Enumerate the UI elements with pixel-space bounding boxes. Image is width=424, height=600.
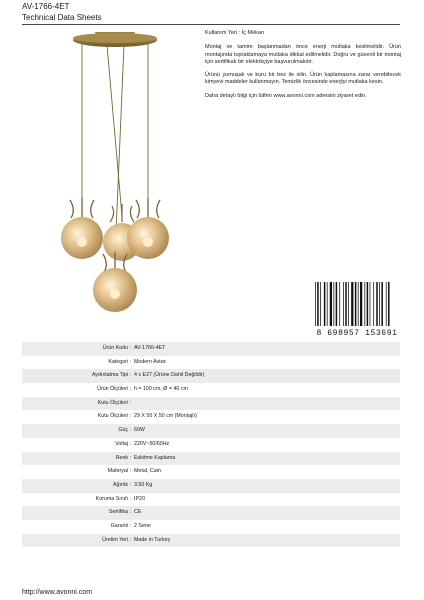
spec-row: [22, 452, 400, 466]
spec-value: Metal, Cam: [134, 468, 162, 475]
spec-value: Modern Avize: [134, 358, 166, 365]
barcode-bar: [336, 282, 338, 326]
lamp-globe-right: [127, 198, 169, 259]
spec-row: [22, 493, 400, 507]
spec-row: [22, 424, 400, 438]
barcode-bar: [386, 282, 387, 326]
barcode-bar: [367, 282, 369, 326]
spec-label: Aydınlatma Tipi :: [91, 372, 131, 379]
spec-label: Sertifika :: [108, 509, 131, 516]
barcode-digits: 8 698957 153691: [316, 329, 398, 337]
barcode-bar: [373, 282, 374, 326]
barcode-bar: [370, 282, 371, 326]
lamp-globe-left: [61, 198, 103, 259]
barcode-bar: [379, 282, 380, 326]
spec-value: 4 x E27 (Ürüne Dahil Değildir): [134, 372, 205, 379]
spec-label: Ürün Kodu :: [102, 345, 131, 351]
barcode-bar: [376, 282, 378, 326]
barcode-bar: [351, 282, 353, 326]
spec-value: [132, 397, 134, 411]
barcode-bar: [327, 282, 328, 326]
header-divider: [22, 24, 400, 25]
spec-value: AV-1766-4ET: [134, 345, 166, 351]
barcode-bar: [345, 282, 347, 326]
spec-row: [22, 506, 400, 520]
spec-value: 2 Sene: [134, 522, 151, 529]
spec-row: [22, 342, 400, 356]
spec-table: [22, 342, 400, 547]
usage-location: Kullanım Yeri : İç Mekan: [205, 30, 265, 36]
spec-label: Koruma Sınıfı :: [95, 495, 131, 502]
spec-row: [22, 383, 400, 397]
barcode-bar: [315, 282, 316, 326]
spec-label: Renk :: [115, 454, 131, 461]
barcode-bar: [343, 282, 344, 326]
spec-label: Güç :: [118, 427, 131, 434]
barcode-bar: [339, 282, 340, 326]
spec-label: Ürün Ölçüleri :: [97, 386, 131, 393]
barcode-bar: [364, 282, 365, 326]
barcode: [312, 281, 402, 337]
spec-row: [22, 465, 400, 479]
barcode-bar: [320, 282, 321, 326]
spec-label: Materyal :: [107, 468, 131, 475]
spec-label: Garanti :: [110, 522, 131, 529]
barcode-bar: [360, 282, 362, 326]
spec-value: Made in Turkey: [134, 536, 171, 543]
spec-label: Voltaj :: [115, 440, 131, 447]
barcode-bar: [330, 282, 332, 326]
document-subtitle: Technical Data Sheets: [22, 13, 102, 22]
spec-row: [22, 479, 400, 493]
spec-label: Kutu Ölçüleri :: [97, 399, 131, 406]
spec-label: Ağırlık :: [113, 481, 131, 488]
product-description: [205, 30, 401, 106]
product-code-heading: AV-1766-4ET: [22, 2, 70, 11]
barcode-bar: [333, 282, 334, 326]
spec-value: h = 100 cm, Ø = 40 cm: [134, 386, 188, 393]
cleaning-note: Ürünü yumuşak ve kuru bir bez ile silin. Ürün kaplamasına zarar verebilecek kimyevi maddeler kullanmayın. Temizlik öncesinde enerjiyi mutlaka kesin.: [205, 72, 401, 86]
lamp-globe-front: [93, 252, 137, 312]
spec-label: Kategori :: [108, 358, 131, 365]
spec-row: [22, 438, 400, 452]
barcode-bar: [324, 282, 326, 326]
spec-value: 220V~50/60Hz: [134, 440, 170, 447]
spec-value: CE: [134, 509, 142, 516]
website-note: Daha detaylı bilgi için lütfen www.avonni.com adresini ziyaret edin.: [205, 92, 367, 99]
barcode-bar: [348, 282, 349, 326]
barcode-bar: [358, 282, 359, 326]
safety-note: Montaj ve tamire başlanmadan önce enerji mutlaka kesilmelidir. Ürün montajında topraklamaya mutlaka dikkat edilmelidir. Doğru ve güvenli bir montaj için sertifikalı bir elektrikçiye başvurulmalıdır.: [205, 44, 401, 65]
spec-value: 29 X 50 X 50 cm (Montajlı): [134, 413, 197, 420]
spec-label: Kutu Ölçüleri :: [97, 413, 131, 420]
barcode-bar: [388, 282, 390, 326]
product-image: [40, 28, 190, 328]
spec-row: [22, 520, 400, 534]
footer-url: http://www.avonni.com: [22, 589, 93, 596]
spec-value: IP20: [134, 495, 145, 502]
spec-row: [22, 369, 400, 383]
spec-row: [22, 534, 400, 548]
barcode-bar: [355, 282, 357, 326]
spec-label: Üretim Yeri :: [102, 536, 131, 543]
barcode-bar: [317, 282, 319, 326]
spec-row: [22, 397, 400, 411]
spec-value: 60W: [134, 427, 145, 434]
spec-row: [22, 356, 400, 370]
spec-row: [22, 410, 400, 424]
barcode-bar: [381, 282, 383, 326]
spec-value: 3.50 Kg: [134, 481, 153, 488]
spec-value: Eskitme Kaplama: [134, 454, 176, 461]
